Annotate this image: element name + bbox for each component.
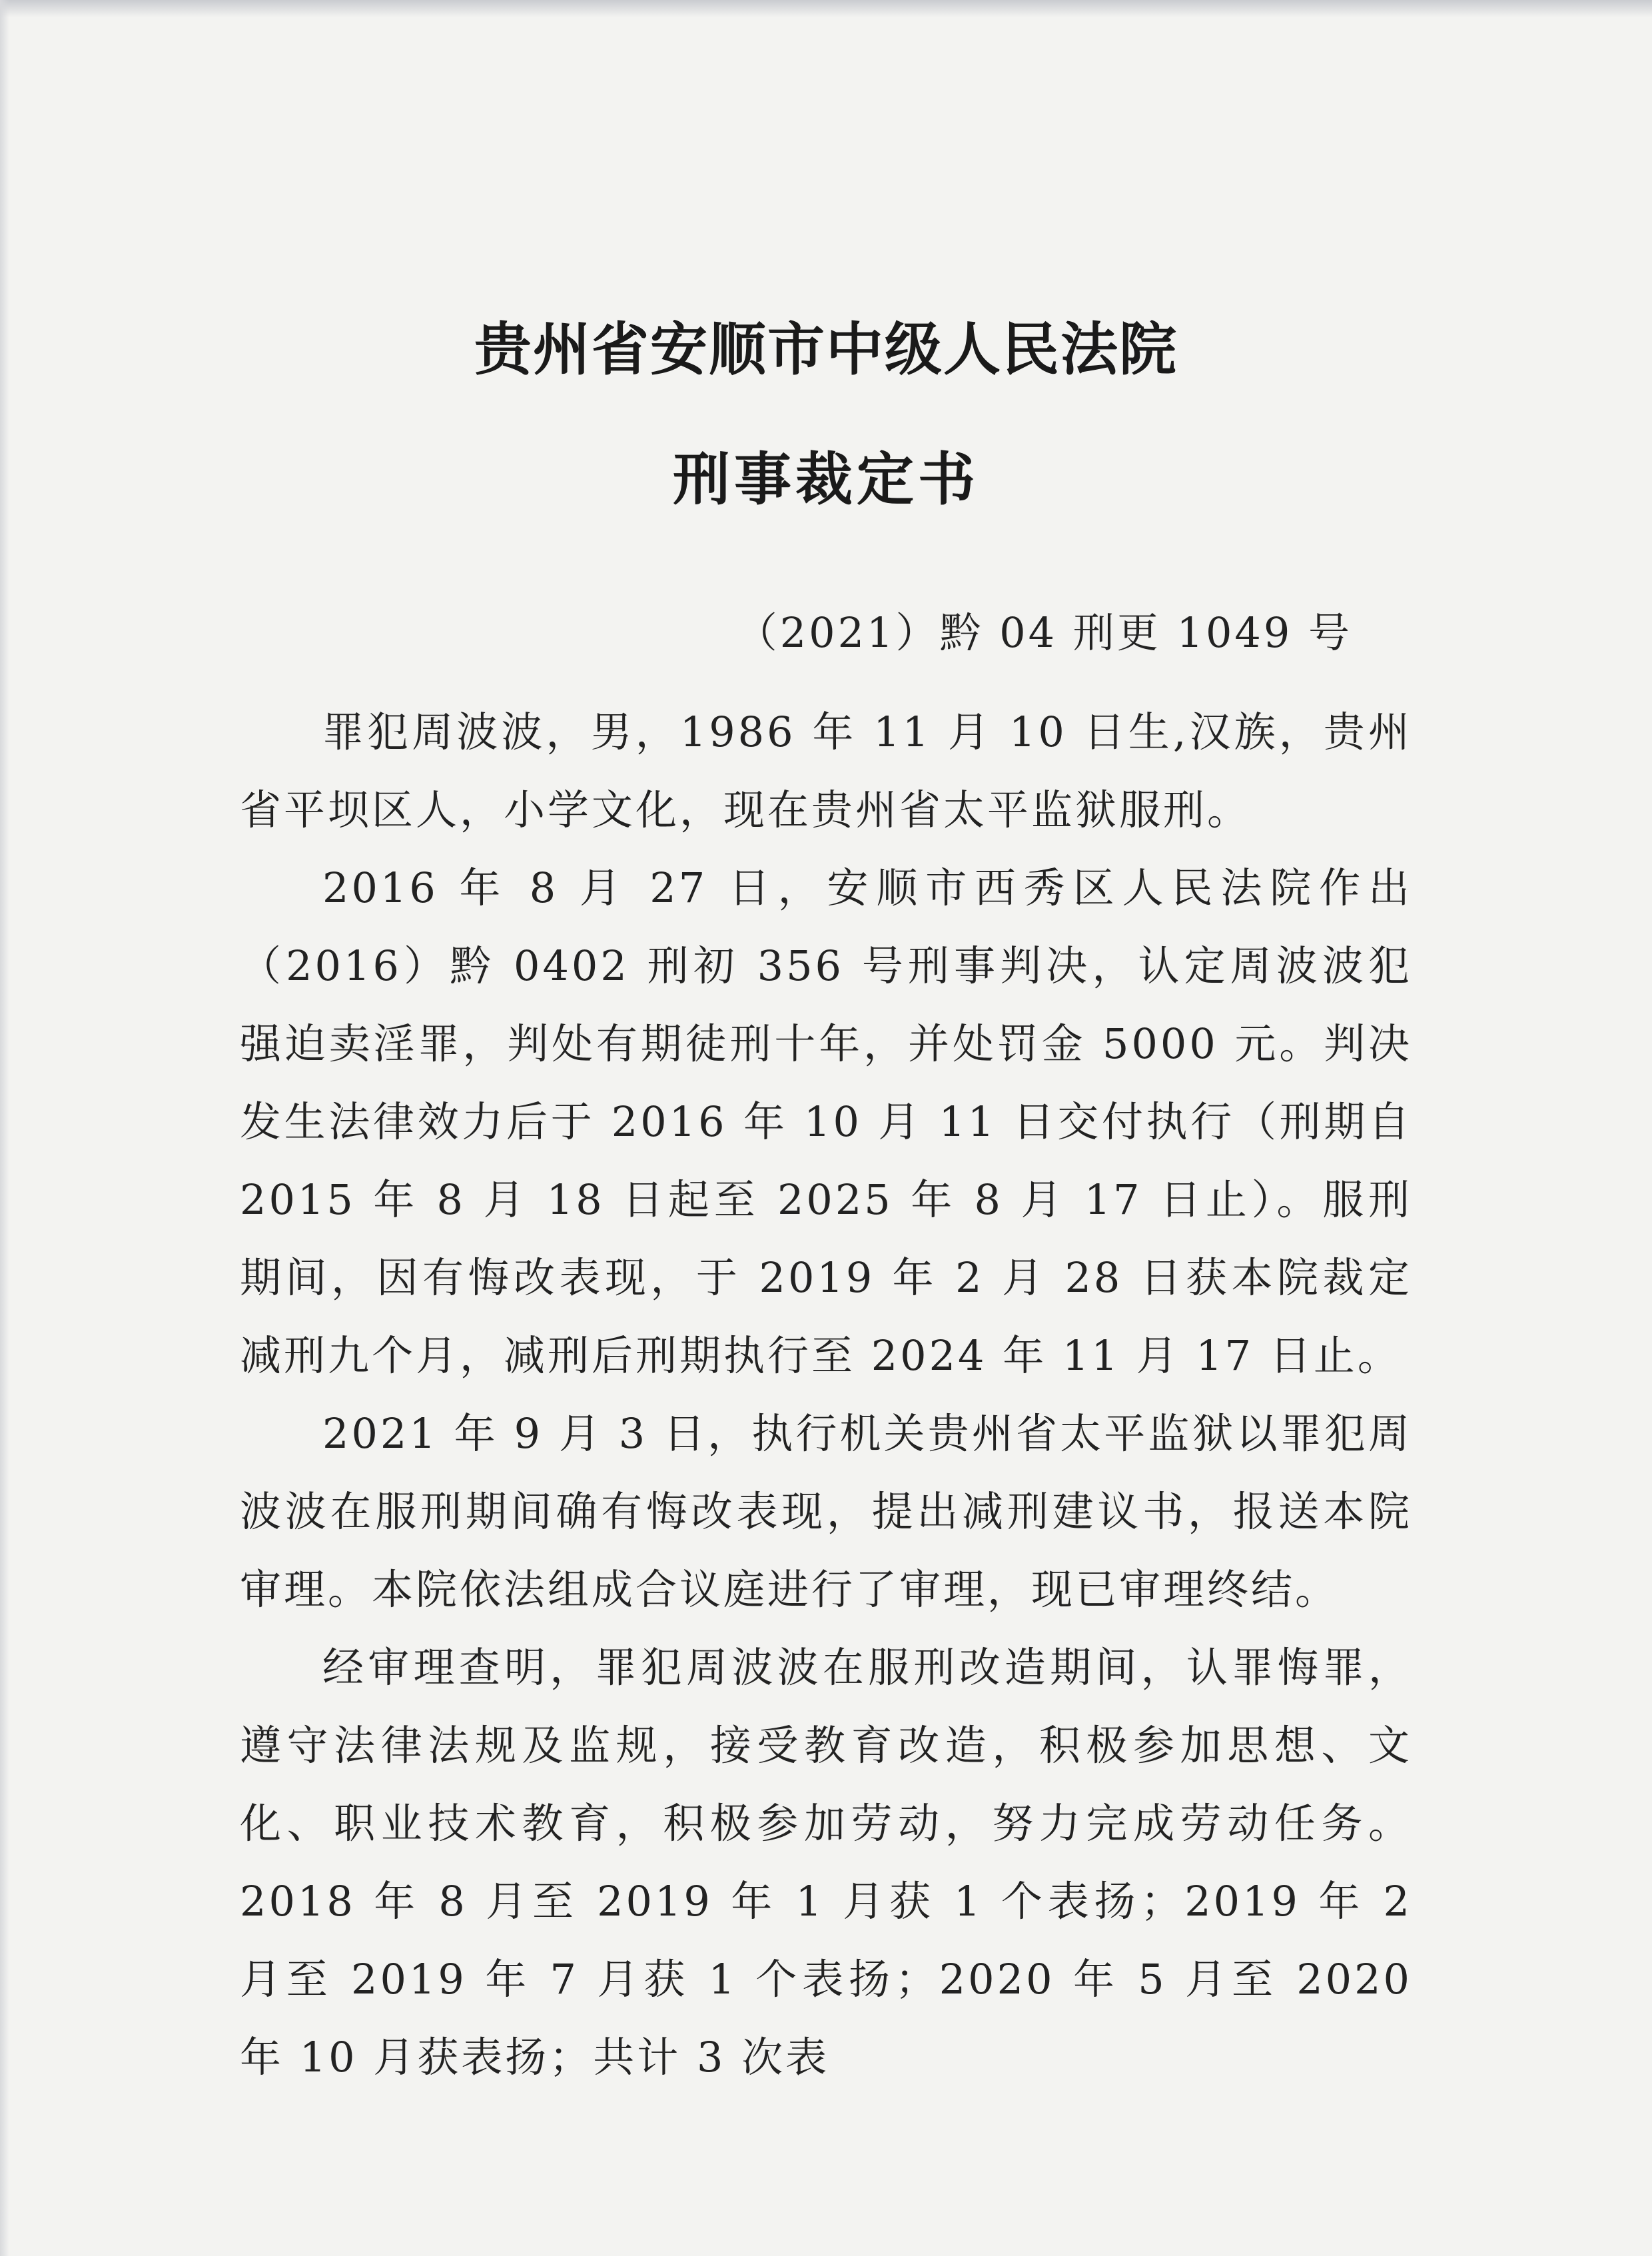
paragraph-reduction-proposal: 2021 年 9 月 3 日，执行机关贵州省太平监狱以罪犯周波波在服刑期间确有悔改表现，提出减刑建议书，报送本院审理。本院依法组成合议庭进行了审理，现已审理终结。 <box>240 1409 1412 1614</box>
court-name-heading: 贵州省安顺市中级人民法院 <box>474 316 1178 383</box>
paragraph-findings: 经审理查明，罪犯周波波在服刑改造期间，认罪悔罪，遵守法律法规及监规，接受教育改造，积极参加思想、文化、职业技术教育，积极参加劳动，努力完成劳动任务。2018 年 8 月至 2019 年 1 月获 1 个表扬；2019 年 2 月至 2019 年 7 月获 1 个表扬；2020 年 5 月至 2020 年 10 月获表扬；共计 3 次表 <box>240 1643 1412 2081</box>
paragraph-original-judgment: 2016 年 8 月 27 日，安顺市西秀区人民法院作出（2016）黔 0402 刑初 356 号刑事判决，认定周波波犯强迫卖淫罪，判处有期徒刑十年，并处罚金 5000 元。判决发生法律效力后于 2016 年 10 月 11 日交付执行（刑期自 2015 年 8 月 18 日起至 2025 年 8 月 17 日止）。服刑期间，因有悔改表现，于 2019 年 2 月 28 日获本院裁定减刑九个月，减刑后刑期执行至 2024 年 11 月 17 日止。 <box>240 863 1412 1380</box>
case-number: （2021）黔 04 刑更 1049 号 <box>735 608 1352 657</box>
document-body <box>240 693 1412 2096</box>
scan-edge-top <box>0 0 1652 17</box>
paragraph-defendant-info: 罪犯周波波，男，1986 年 11 月 10 日生,汉族，贵州省平坝区人，小学文化，现在贵州省太平监狱服刑。 <box>240 708 1412 834</box>
document-type-heading: 刑事裁定书 <box>673 446 979 513</box>
